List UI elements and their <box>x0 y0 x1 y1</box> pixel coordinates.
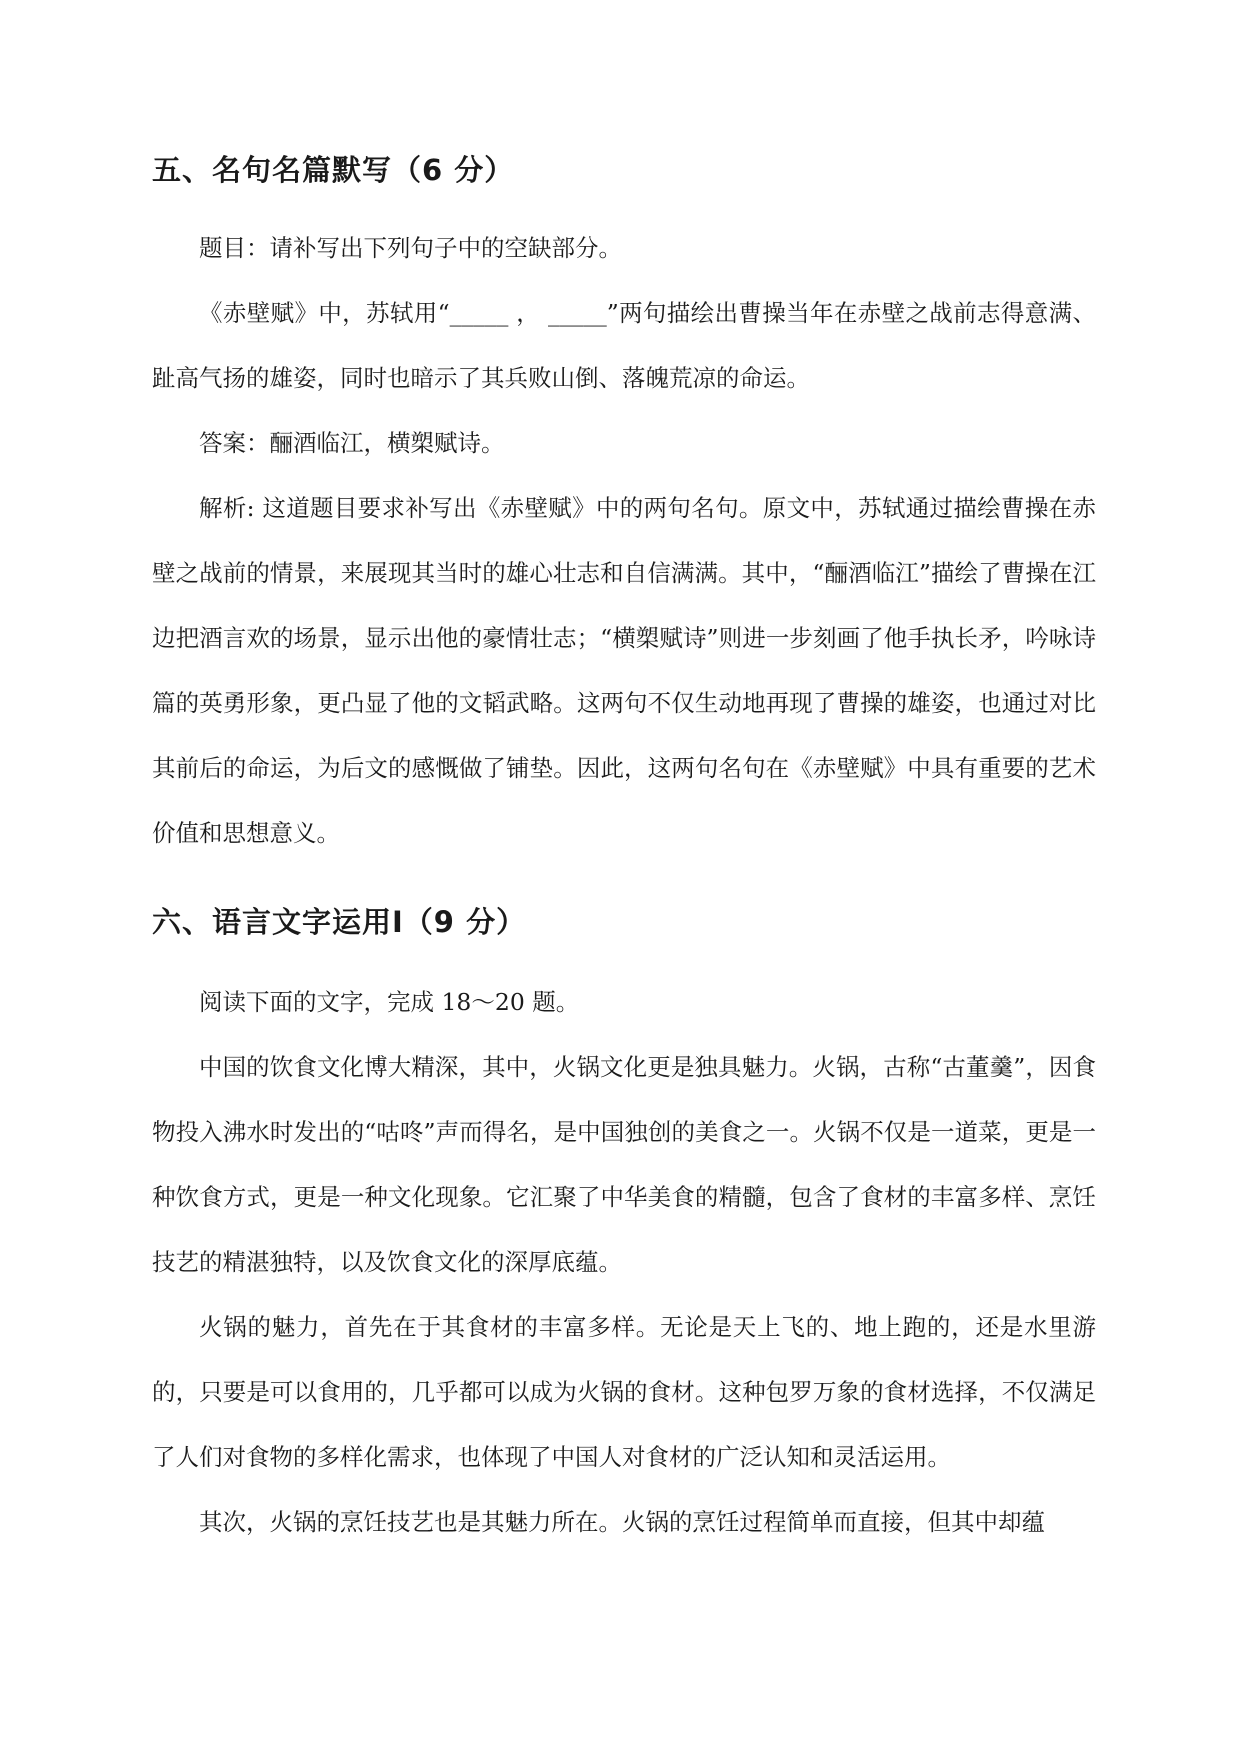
section-title: 五、名句名篇默写（6 分） <box>152 153 515 187</box>
passage-paragraph: 其次，火锅的烹饪技艺也是其魅力所在。火锅的烹饪过程简单而直接，但其中却蕴 <box>199 1508 1045 1536</box>
section-title: 六、语言文字运用Ⅰ（9 分） <box>152 905 527 939</box>
answer-text: 答案：酾酒临江，横槊赋诗。 <box>199 429 505 457</box>
analysis-text: 解析: 这道题目要求补写出《赤壁赋》中的两句名句。原文中，苏轼通过描绘曹操在赤壁之战前的情景，来展现其当时的雄心壮志和自信满满。其中，“酾酒临江”描绘了曹操在江边把酒言欢的场景，显示出他的豪情壮志；“横槊赋诗”则进一步刻画了他手执长矛，吟咏诗篇的英勇形象，更凸显了他的文韬武略。这两句不仅生动地再现了曹操的雄姿，也通过对比其前后的命运，为后文的感慨做了铺垫。因此，这两句名句在《赤壁赋》中具有重要的艺术价值和思想意义。 <box>152 494 1096 847</box>
fill-in-prompt: 《赤壁赋》中，苏轼用“_____ ， _____”两句描绘出曹操当年在赤壁之战前志得意满、趾高气扬的雄姿，同时也暗示了其兵败山倒、落魄荒凉的命运。 <box>152 299 1096 392</box>
reading-instruction: 阅读下面的文字，完成 18～20 题。 <box>199 988 580 1016</box>
question-text: 题目：请补写出下列句子中的空缺部分。 <box>199 234 622 262</box>
document-page <box>152 150 1096 1555</box>
passage-paragraph: 火锅的魅力，首先在于其食材的丰富多样。无论是天上飞的、地上跑的，还是水里游的，只要是可以食用的，几乎都可以成为火锅的食材。这种包罗万象的食材选择，不仅满足了人们对食物的多样化需求，也体现了中国人对食材的广泛认知和灵活运用。 <box>152 1313 1096 1471</box>
passage-paragraph: 中国的饮食文化博大精深，其中，火锅文化更是独具魅力。火锅，古称“古董羹”，因食物投入沸水时发出的“咕咚”声而得名，是中国独创的美食之一。火锅不仅是一道菜，更是一种饮食方式，更是一种文化现象。它汇聚了中华美食的精髓，包含了食材的丰富多样、烹饪技艺的精湛独特，以及饮食文化的深厚底蕴。 <box>152 1053 1096 1276</box>
